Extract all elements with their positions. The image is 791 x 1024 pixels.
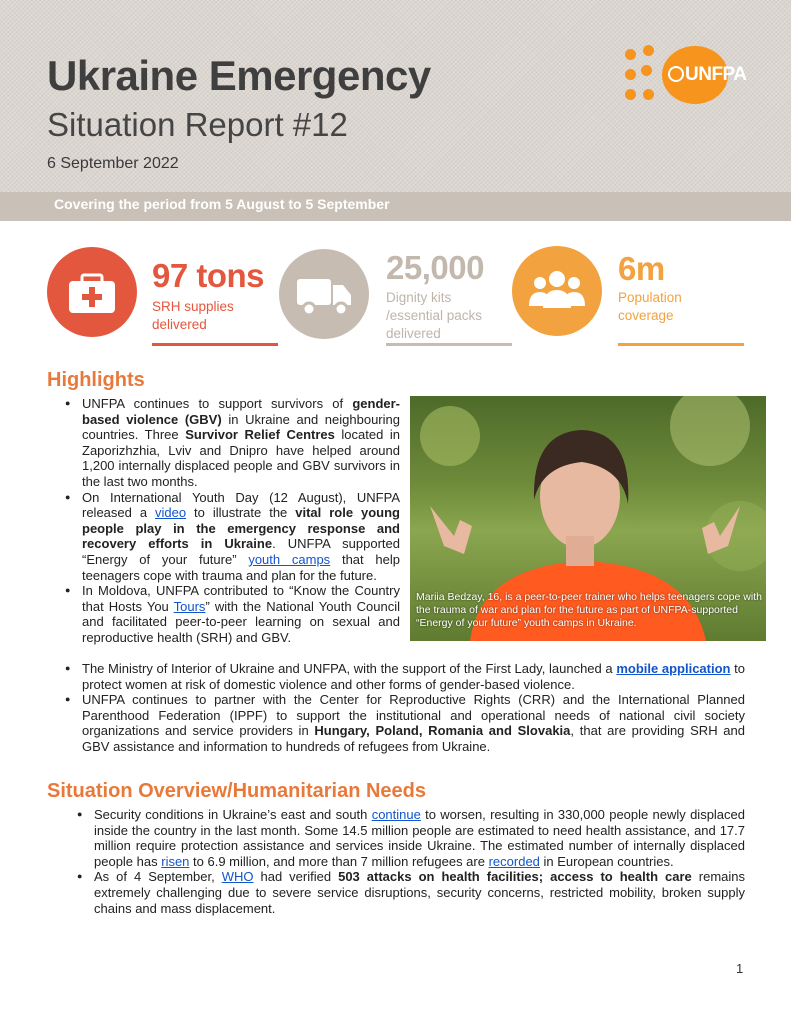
logo-wordmark: UNFPA [685,64,747,85]
highlight-photo [410,396,766,641]
mobile-application-link[interactable]: mobile application [616,661,731,676]
stat-value-dignity-kits: 25,000 [386,249,484,286]
highlights-list-full [56,661,745,755]
video-link[interactable]: video [155,505,187,521]
report-title: Ukraine Emergency [47,52,431,99]
stat-rule-supplies [152,343,278,346]
continue-link[interactable]: continue [371,807,421,822]
risen-link[interactable]: risen [161,853,190,869]
situation-list [68,807,745,916]
coverage-period: Covering the period from 5 August to 5 September [54,196,390,212]
stat-population [512,246,602,336]
list-item: ● UNFPA continues to support survivors of gender-based violence (GBV) in Ukraine and neighbouring countries. Three Survivor Relief Centres located in Zaporizhzhia, Lviv and Dnipro have helped around 1,200 internally displaced people and GBV survivors in the last two months. [56,396,400,490]
stat-dignity-kits [279,249,369,339]
highlights-list-left [56,396,400,646]
situation-heading: Situation Overview/Humanitarian Needs [47,780,426,802]
youth-camps-link[interactable]: youth camps [248,551,331,567]
list-item: ● On International Youth Day (12 August), UNFPA released a video to illustrate the vital role young people play in the emergency response and recovery efforts in Ukraine. UNFPA supported “Energy of your future” youth camps that help teenagers cope with trauma and plan for the future. [56,490,400,584]
list-item: ● Security conditions in Ukraine’s east and south continue to worsen, resulting in 330,000 people newly displaced inside the country in the last month. Some 14.5 million people are estimated to need health assistance, and 17.7 million require protection assistance and services inside Ukraine. The estimated number of internally displaced people has risen to 6.9 million, and more than 7 million refugees are recorded in European countries. [68,807,745,869]
stat-desc-supplies: SRH supplies delivered [152,299,234,332]
unfpa-logo [622,44,748,106]
medical-kit-icon [47,247,137,337]
who-link[interactable]: WHO [221,869,254,885]
people-icon [512,246,602,336]
stat-rule-population [618,343,744,346]
stat-value-population: 6m [618,250,665,287]
truck-icon [279,249,369,339]
photo-caption: Mariia Bedzay, 16, is a peer-to-peer trainer who helps teenagers cope with the trauma of war and plan for the future as part of UNFPA-supported “Energy of your future” youth camps in Ukraine. [416,591,762,629]
stat-value-supplies: 97 tons [152,257,265,294]
highlights-heading: Highlights [47,369,145,391]
stat-supplies [47,247,137,337]
tours-link[interactable]: Tours [173,598,206,614]
recorded-link[interactable]: recorded [488,853,540,869]
stat-desc-dignity-kits: Dignity kits /essential packs delivered [386,290,483,341]
globe-icon [668,66,684,82]
stat-desc-population: Population coverage [618,290,682,323]
stat-rule-dignity-kits [386,343,512,346]
list-item: ● As of 4 September, WHO had verified 503 attacks on health facilities; access to health care remains extremely challenging due to severe service disruptions, security concerns, restricted mobility, broken supply chains and mass displacement. [68,869,745,916]
list-item: ● In Moldova, UNFPA contributed to “Know the Country that Hosts You Tours” with the National Youth Council and facilitated peer-to-peer learning on sexual and reproductive health (SRH) and GBV. [56,583,400,645]
report-subtitle: Situation Report #12 [47,106,348,143]
report-date: 6 September 2022 [47,155,179,172]
list-item: ● UNFPA continues to partner with the Center for Reproductive Rights (CRR) and the International Planned Parenthood Federation (IPPF) to support the institutional and operational needs of national civil society organizations and service providers in Hungary, Poland, Romania and Slovakia, that are providing SRH and GBV assistance and information to hundreds of refugees from Ukraine. [56,692,745,754]
page-number: 1 [736,961,744,976]
list-item: ● The Ministry of Interior of Ukraine and UNFPA, with the support of the First Lady, launched a mobile application to protect women at risk of domestic violence and other forms of gender-based violence. [56,661,745,692]
